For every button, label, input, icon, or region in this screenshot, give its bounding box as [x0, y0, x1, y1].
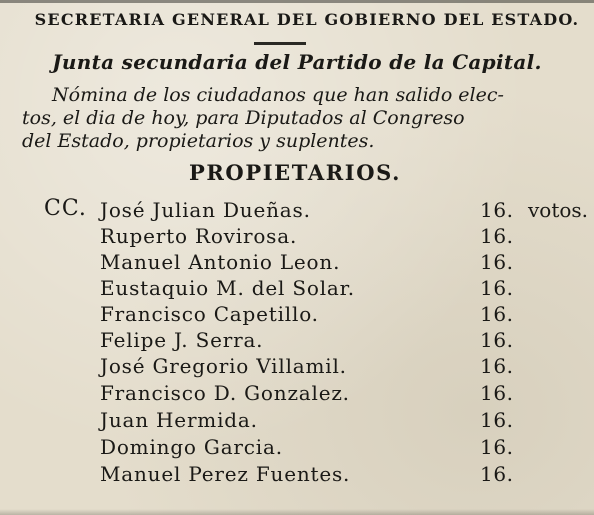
intro-line-2: tos, el dia de hoy, para Diputados al Congreso	[22, 107, 465, 129]
candidate-name: Manuel Antonio Leon.	[100, 250, 341, 274]
notice-title: Junta secundaria del Partido de la Capital.	[52, 50, 542, 74]
candidate-name: Domingo Garcia.	[100, 435, 283, 459]
list-item	[100, 302, 580, 328]
candidate-name: Francisco D. Gonzalez.	[100, 381, 350, 405]
vote-count: 16.	[480, 462, 514, 486]
candidate-name: Ruperto Rovirosa.	[100, 224, 298, 248]
candidate-name: José Julian Dueñas.	[100, 198, 311, 222]
list-item	[100, 462, 580, 488]
candidate-name: Eustaquio M. del Solar.	[100, 276, 355, 300]
intro-line-1: Nómina de los ciudadanos que han salido elec-	[52, 84, 504, 106]
vote-count: 16.	[480, 224, 514, 248]
divider-rule	[254, 42, 306, 45]
vote-count: 16.	[480, 328, 514, 352]
vote-count: 16.	[480, 276, 514, 300]
list-item	[100, 250, 580, 276]
vote-count: 16.	[480, 408, 514, 432]
list-item	[100, 328, 580, 354]
list-item	[100, 381, 580, 407]
vote-count: 16.	[480, 435, 514, 459]
vote-count: 16.	[480, 198, 514, 222]
page-edge	[0, 509, 594, 515]
vote-count: 16.	[480, 354, 514, 378]
list-item	[100, 276, 580, 302]
cc-label: CC.	[44, 196, 87, 221]
candidate-name: Felipe J. Serra.	[100, 328, 264, 352]
section-header: SECRETARIA GENERAL DEL GOBIERNO DEL ESTADO.	[34, 10, 580, 29]
intro-line-3: del Estado, propietarios y suplentes.	[22, 130, 375, 152]
candidate-name: José Gregorio Villamil.	[100, 354, 347, 378]
vote-count: 16.	[480, 302, 514, 326]
list-heading: PROPIETARIOS.	[188, 160, 402, 185]
list-item	[100, 435, 580, 461]
vote-count: 16.	[480, 381, 514, 405]
vote-count: 16.	[480, 250, 514, 274]
list-item	[100, 408, 580, 434]
candidate-name: Francisco Capetillo.	[100, 302, 319, 326]
list-item	[100, 224, 580, 250]
list-item	[100, 354, 580, 380]
candidate-name: Juan Hermida.	[100, 408, 258, 432]
top-rule	[0, 0, 594, 3]
candidate-name: Manuel Perez Fuentes.	[100, 462, 351, 486]
votos-label: votos.	[528, 198, 589, 222]
list-item	[100, 198, 589, 224]
